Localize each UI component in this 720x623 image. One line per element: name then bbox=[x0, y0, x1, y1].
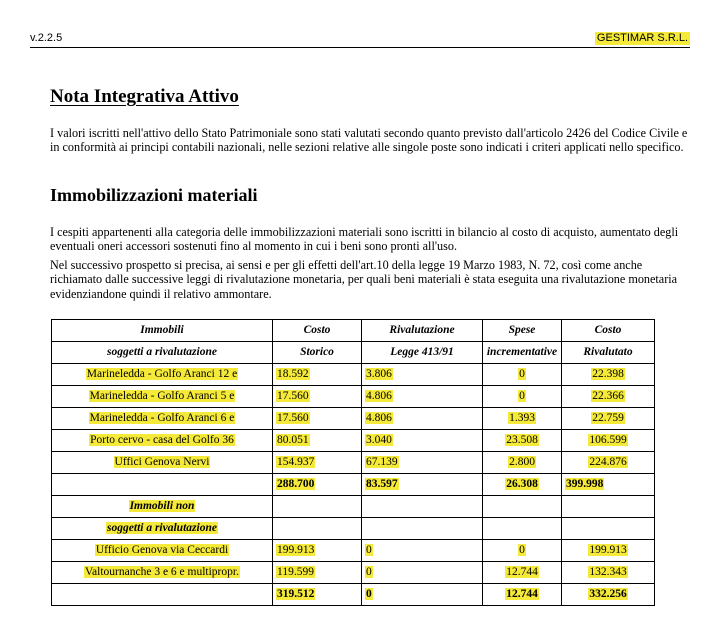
historic-cost: 17.560 bbox=[277, 412, 309, 424]
empty-cell bbox=[562, 496, 655, 518]
header-cell: soggetti a rivalutazione bbox=[52, 342, 273, 364]
historic-cost: 17.560 bbox=[277, 390, 309, 402]
empty-cell bbox=[483, 518, 562, 540]
total-row bbox=[52, 474, 655, 496]
revalued-cost: 224.876 bbox=[589, 456, 627, 468]
revalued-cost: 22.398 bbox=[592, 368, 624, 380]
historic-cost: 119.599 bbox=[277, 566, 314, 578]
total-incremental-costs: 26.308 bbox=[506, 478, 538, 490]
incremental-costs: 23.508 bbox=[506, 434, 538, 446]
empty-cell bbox=[362, 518, 483, 540]
empty-cell bbox=[362, 496, 483, 518]
revaluation: 0 bbox=[366, 566, 372, 578]
empty-cell bbox=[273, 496, 362, 518]
total-incremental-costs: 12.744 bbox=[506, 588, 538, 600]
total-revaluation: 0 bbox=[366, 588, 372, 600]
incremental-costs: 0 bbox=[519, 544, 525, 556]
empty-cell bbox=[273, 518, 362, 540]
property-name: Ufficio Genova via Ceccardi bbox=[95, 544, 229, 556]
header-cell: Spese bbox=[483, 320, 562, 342]
incremental-costs: 0 bbox=[519, 390, 525, 402]
revaluation: 3.806 bbox=[366, 368, 392, 380]
group-header: soggetti a rivalutazione bbox=[107, 522, 217, 534]
total-historic-cost: 288.700 bbox=[277, 478, 315, 490]
table-header-row bbox=[52, 320, 655, 342]
historic-cost: 18.592 bbox=[277, 368, 309, 380]
header-cell: Rivalutazione bbox=[362, 320, 483, 342]
group-header-row bbox=[52, 518, 655, 540]
revalued-cost: 106.599 bbox=[589, 434, 627, 446]
property-name: Uffici Genova Nervi bbox=[114, 456, 210, 468]
header-cell: Storico bbox=[273, 342, 362, 364]
header-cell: Costo bbox=[562, 320, 655, 342]
incremental-costs: 2.800 bbox=[509, 456, 535, 468]
header-cell: Rivalutato bbox=[562, 342, 655, 364]
total-revalued-cost: 332.256 bbox=[589, 588, 627, 600]
table-row bbox=[52, 408, 655, 430]
section-title: Immobilizzazioni materiali bbox=[50, 185, 258, 205]
historic-cost: 154.937 bbox=[277, 456, 315, 468]
revaluation: 3.040 bbox=[366, 434, 392, 446]
empty-cell bbox=[483, 496, 562, 518]
header-cell: Legge 413/91 bbox=[362, 342, 483, 364]
table-row bbox=[52, 364, 655, 386]
group-header: Immobili non bbox=[129, 500, 195, 512]
historic-cost: 80.051 bbox=[277, 434, 309, 446]
incremental-costs: 0 bbox=[519, 368, 525, 380]
assets-table bbox=[51, 319, 655, 606]
property-name: Valtournanche 3 e 6 e multipropr. bbox=[85, 566, 239, 578]
revaluation: 67.139 bbox=[366, 456, 398, 468]
empty-cell bbox=[52, 584, 273, 606]
total-row bbox=[52, 584, 655, 606]
incremental-costs: 1.393 bbox=[509, 412, 535, 424]
total-revaluation: 83.597 bbox=[366, 478, 398, 490]
revalued-cost: 199.913 bbox=[589, 544, 627, 556]
table-row bbox=[52, 562, 655, 584]
historic-cost: 199.913 bbox=[277, 544, 315, 556]
company-name: GESTIMAR S.R.L. bbox=[596, 32, 688, 44]
section-paragraph-2: Nel successivo prospetto si precisa, ai sensi e per gli effetti dell'art.10 della legge 19 Marzo 1983, N. 72, così come anche richiamato dalle successive leggi di rivalutazione monetaria, per quali beni materiali è stata eseguita una rivalutazione monetaria evidenziandone quindi il relativo ammontare. bbox=[50, 258, 678, 301]
table-header-row bbox=[52, 342, 655, 364]
total-revalued-cost: 399.998 bbox=[566, 478, 604, 490]
header-cell: Costo bbox=[273, 320, 362, 342]
version-label: v.2.2.5 bbox=[30, 32, 63, 44]
property-name: Marineledda - Golfo Aranci 6 e bbox=[89, 412, 235, 424]
intro-paragraph: I valori iscritti nell'attivo dello Stato Patrimoniale sono stati valutati secondo quanto previsto dall'articolo 2426 del Codice Civile e in conformità ai principi contabili nazionali, nelle sezioni relative alle singole poste sono indicati i criteri applicati nello specifico. bbox=[50, 126, 688, 155]
table-row bbox=[52, 540, 655, 562]
group-header-row bbox=[52, 496, 655, 518]
revaluation: 4.806 bbox=[366, 390, 392, 402]
table-row bbox=[52, 452, 655, 474]
table-row bbox=[52, 430, 655, 452]
revalued-cost: 132.343 bbox=[589, 566, 627, 578]
header-cell: incrementative bbox=[483, 342, 562, 364]
page-title: Nota Integrativa Attivo bbox=[50, 86, 239, 107]
revalued-cost: 22.759 bbox=[592, 412, 624, 424]
table-row bbox=[52, 386, 655, 408]
revaluation: 4.806 bbox=[366, 412, 392, 424]
revalued-cost: 22.366 bbox=[592, 390, 624, 402]
property-name: Porto cervo - casa del Golfo 36 bbox=[90, 434, 234, 446]
revaluation: 0 bbox=[366, 544, 372, 556]
property-name: Marineledda - Golfo Aranci 12 e bbox=[86, 368, 238, 380]
total-historic-cost: 319.512 bbox=[277, 588, 315, 600]
incremental-costs: 12.744 bbox=[506, 566, 538, 578]
empty-cell bbox=[52, 474, 273, 496]
property-name: Marineledda - Golfo Aranci 5 e bbox=[89, 390, 235, 402]
header-cell: Immobili bbox=[52, 320, 273, 342]
empty-cell bbox=[562, 518, 655, 540]
header-divider bbox=[30, 47, 690, 48]
section-paragraph-1: I cespiti appartenenti alla categoria delle immobilizzazioni materiali sono iscritti in bilancio al costo di acquisto, aumentato degli eventuali oneri accessori sostenuti fino al momento in cui i beni sono pronti all'uso. bbox=[50, 225, 679, 254]
